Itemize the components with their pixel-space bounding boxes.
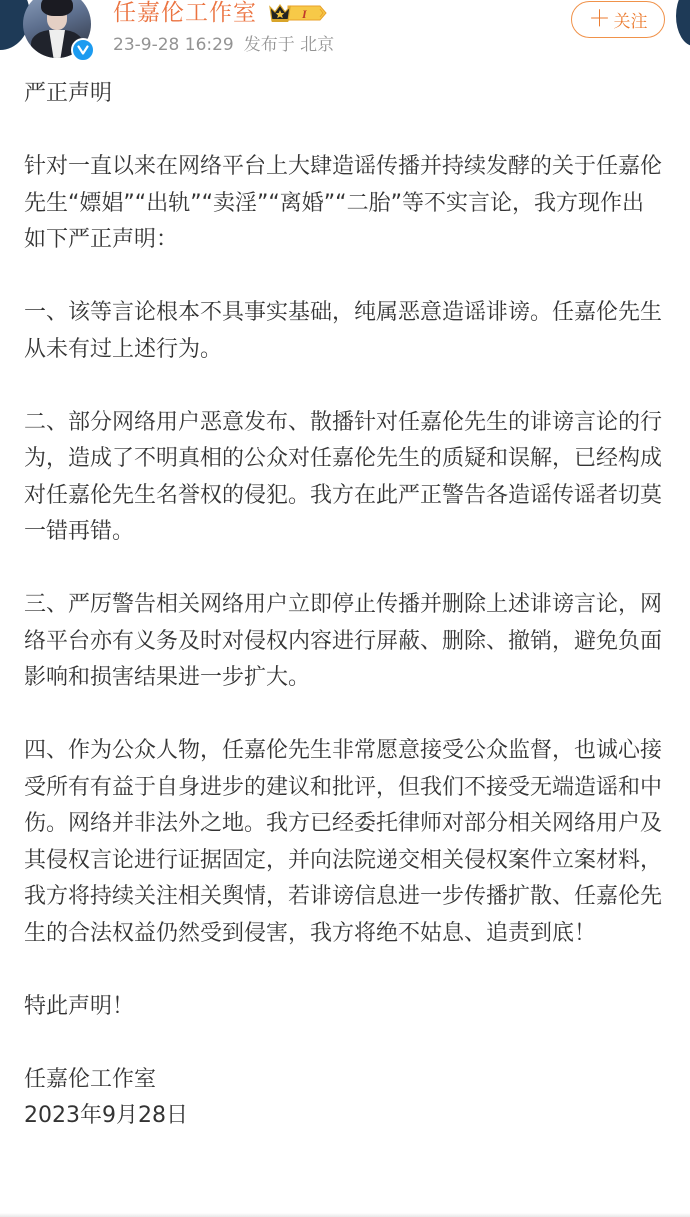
statement-point-4: 四、作为公众人物，任嘉伦先生非常愿意接受公众监督，也诚心接受所有有益于自身进步的建议和批评，但我们不接受无端造谣和中伤。网络并非法外之地。我方已经委托律师对部分相关网络用户及其侵权言论进行证据固定，并向法院递交相关侵权案件立案材料，我方将持续关注相关舆情，若诽谤信息进一步传播扩散、任嘉伦先生的合法权益仍然受到侵害，我方将绝不姑息、追责到底！	[24, 738, 663, 946]
post-header	[0, 0, 690, 62]
post-body	[24, 76, 664, 1135]
divider	[0, 1213, 690, 1217]
plus-icon: ＋	[588, 6, 611, 32]
post-meta	[113, 34, 334, 56]
statement-intro: 针对一直以来在网络平台上大肆造谣传播并持续发酵的关于任嘉伦先生“嫖娼”“出轨”“卖淫”“离婚”“二胎”等不实言论，我方现作出如下严正声明：	[24, 154, 663, 252]
follow-button[interactable]	[571, 1, 665, 38]
statement-closing: 特此声明！	[24, 993, 135, 1019]
statement-date: 2023年9月28日	[24, 1103, 188, 1128]
author-name[interactable]: 任嘉伦工作室	[113, 0, 257, 26]
statement-title: 严正声明	[24, 81, 113, 106]
statement-signature: 任嘉伦工作室	[24, 1066, 157, 1092]
verified-badge-icon	[71, 38, 95, 62]
svg-text:I: I	[302, 7, 307, 21]
post-timestamp: 23-9-28 16:29	[113, 35, 234, 55]
statement-point-1: 一、该等言论根本不具事实基础，纯属恶意造谣诽谤。任嘉伦先生从未有过上述行为。	[24, 300, 663, 362]
statement-point-3: 三、严厉警告相关网络用户立即停止传播并删除上述诽谤言论，网络平台亦有义务及时对侵权内容进行屏蔽、删除、撤销，避免负面影响和损害结果进一步扩大。	[24, 592, 663, 690]
statement-point-2: 二、部分网络用户恶意发布、散播针对任嘉伦先生的诽谤言论的行为，造成了不明真相的公众对任嘉伦先生的质疑和误解，已经构成对任嘉伦先生名誉权的侵犯。我方在此严正警告各造谣传谣者切莫一错再错。	[24, 409, 663, 544]
post-location: 发布于 北京	[243, 35, 335, 55]
follow-label: 关注	[613, 12, 648, 32]
crown-vip-badge-icon[interactable]	[268, 2, 328, 24]
